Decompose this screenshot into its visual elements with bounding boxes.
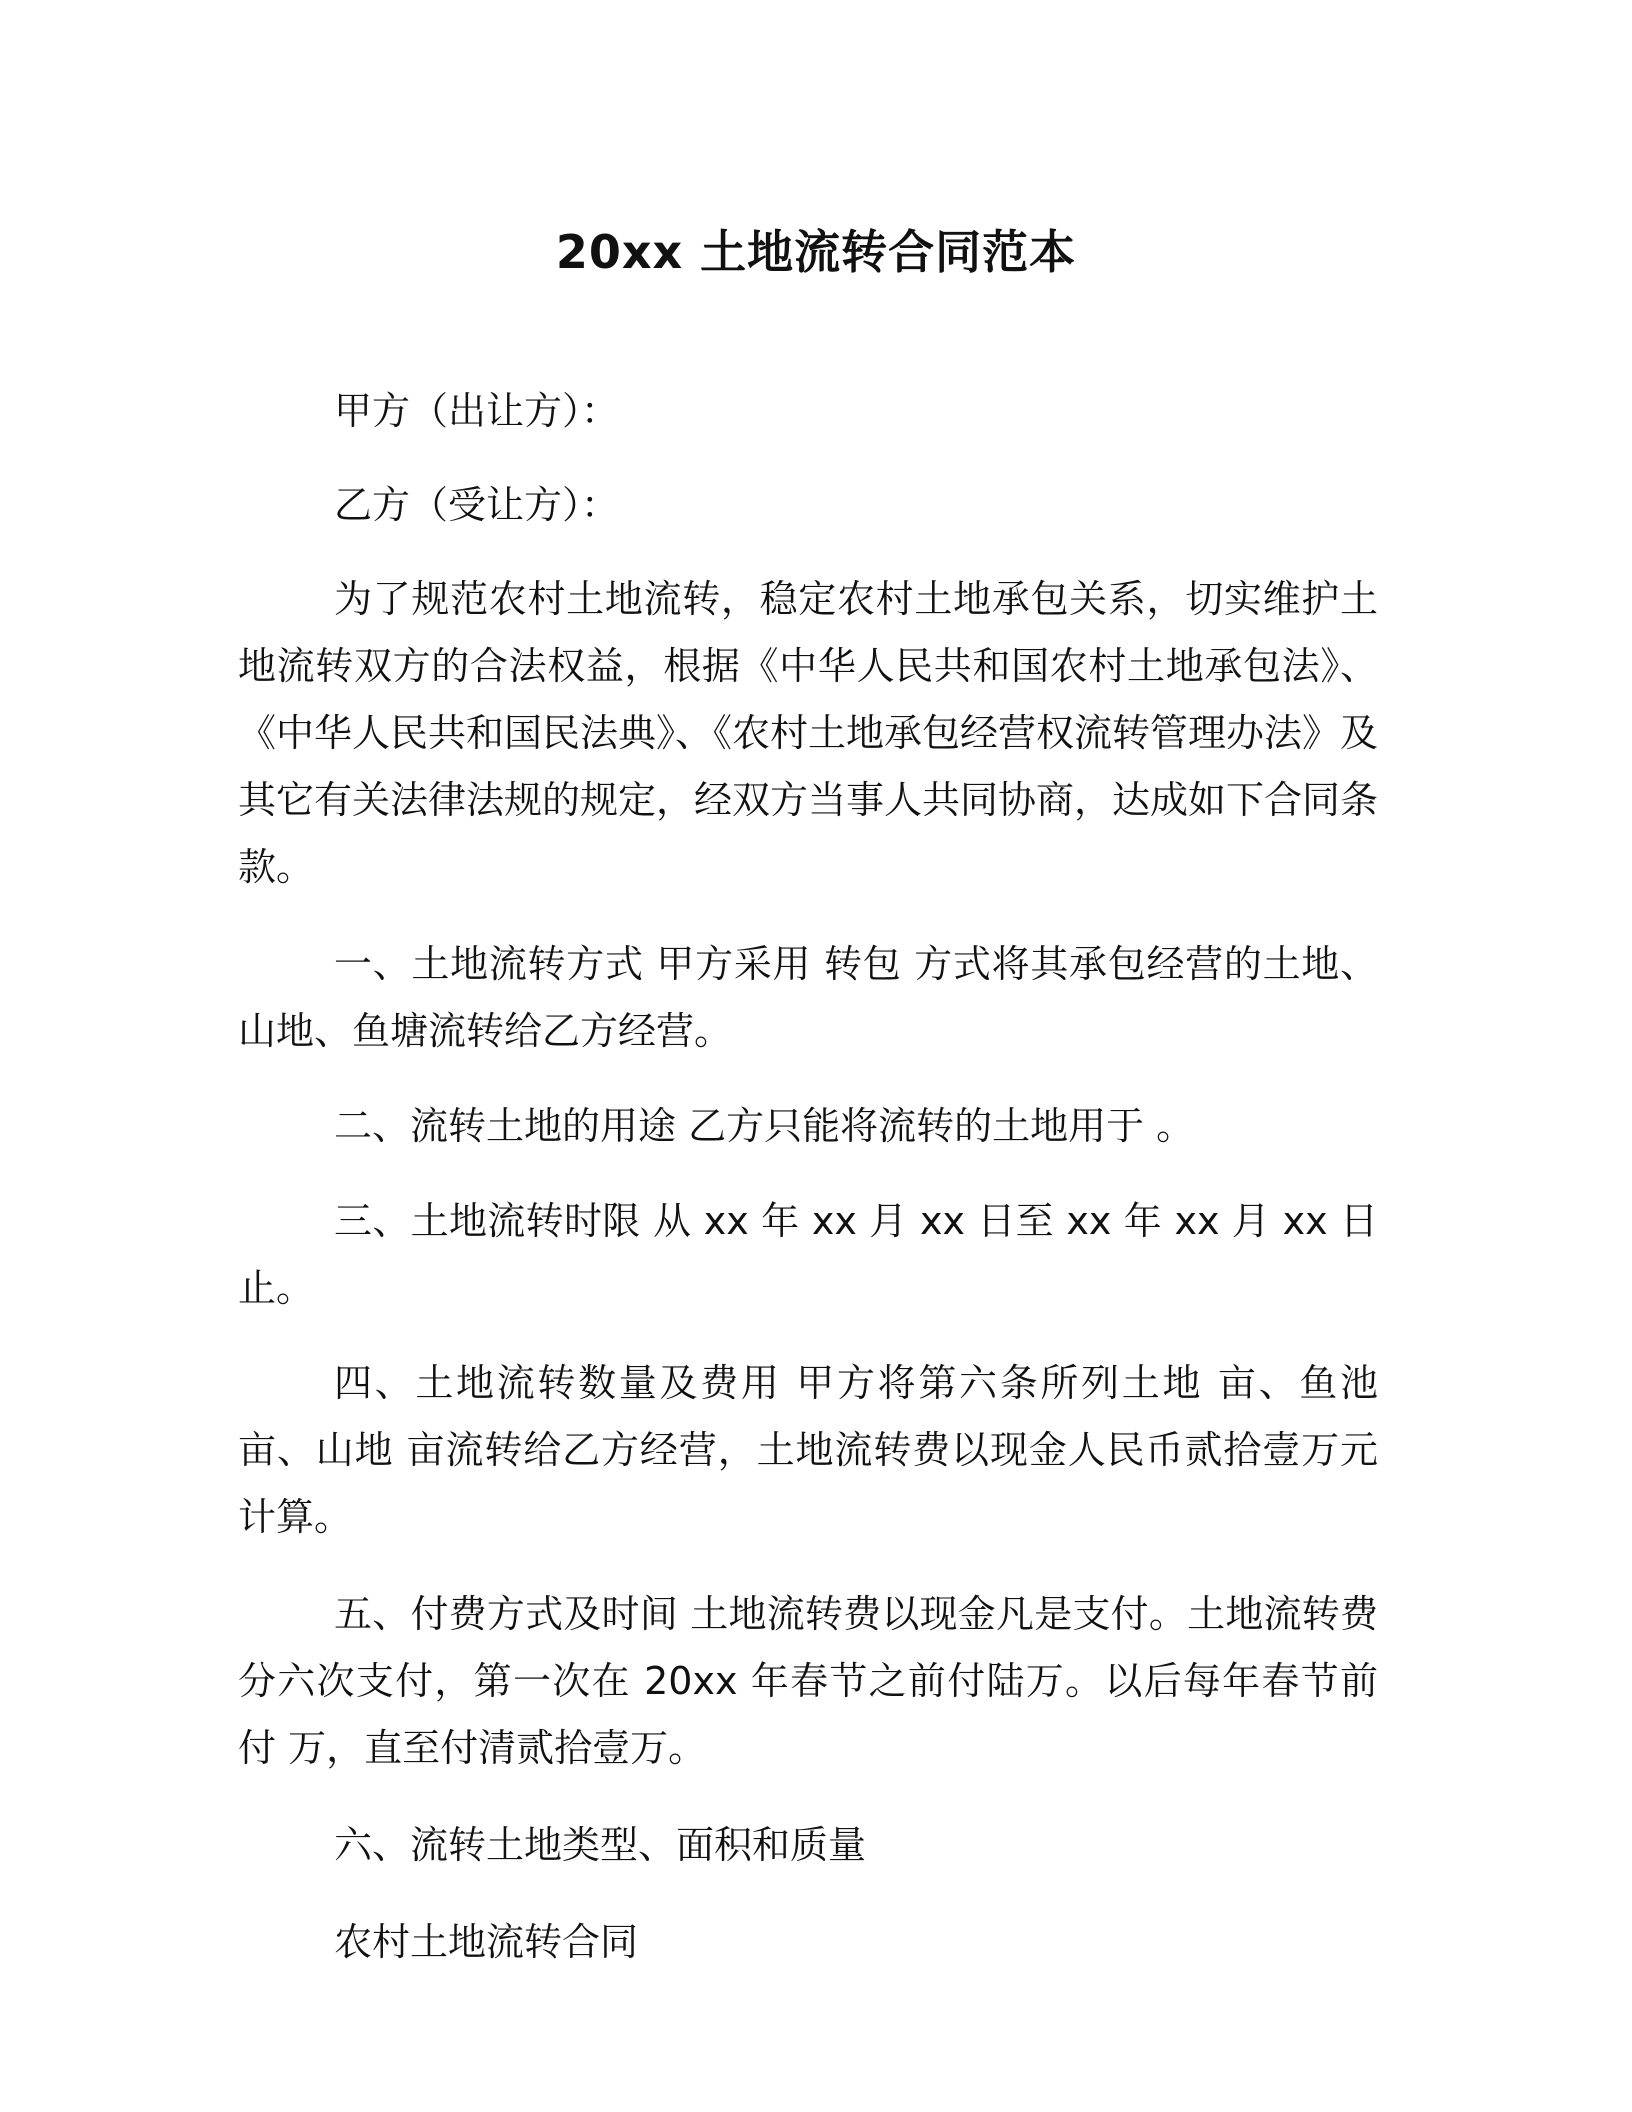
clause-5: 五、付费方式及时间 土地流转费以现金凡是支付。土地流转费分六次支付，第一次在 20xx 年春节之前付陆万。以后每年春节前付 万，直至付清贰拾壹万。 — [238, 1592, 1378, 1770]
clause-2: 二、流转土地的用途 乙方只能将流转的土地用于 。 — [334, 1104, 1195, 1148]
clause-3: 三、土地流转时限 从 xx 年 xx 月 xx 日至 xx 年 xx 月 xx 日止。 — [238, 1199, 1378, 1310]
document-title: 20xx 土地流转合同范本 — [555, 225, 1077, 279]
clause-6-heading: 六、流转土地类型、面积和质量 — [334, 1823, 867, 1867]
party-a-line: 甲方（出让方）： — [334, 389, 620, 433]
document-body — [238, 378, 1378, 1976]
clause-1: 一、土地流转方式 甲方采用 转包 方式将其承包经营的土地、山地、鱼塘流转给乙方经营。 — [238, 942, 1378, 1053]
clause-4: 四、土地流转数量及费用 甲方将第六条所列土地 亩、鱼池 亩、山地 亩流转给乙方经营，土地流转费以现金人民币贰拾壹万元计算。 — [238, 1361, 1378, 1539]
party-b-line: 乙方（受让方）： — [334, 483, 620, 527]
section-heading: 农村土地流转合同 — [334, 1920, 639, 1964]
preamble-paragraph: 为了规范农村土地流转，稳定农村土地承包关系，切实维护土地流转双方的合法权益，根据《中华人民共和国农村土地承包法》、《中华人民共和国民法典》、《农村土地承包经营权流转管理办法》及其它有关法律法规的规定，经双方当事人共同协商，达成如下合同条款。 — [238, 577, 1379, 889]
